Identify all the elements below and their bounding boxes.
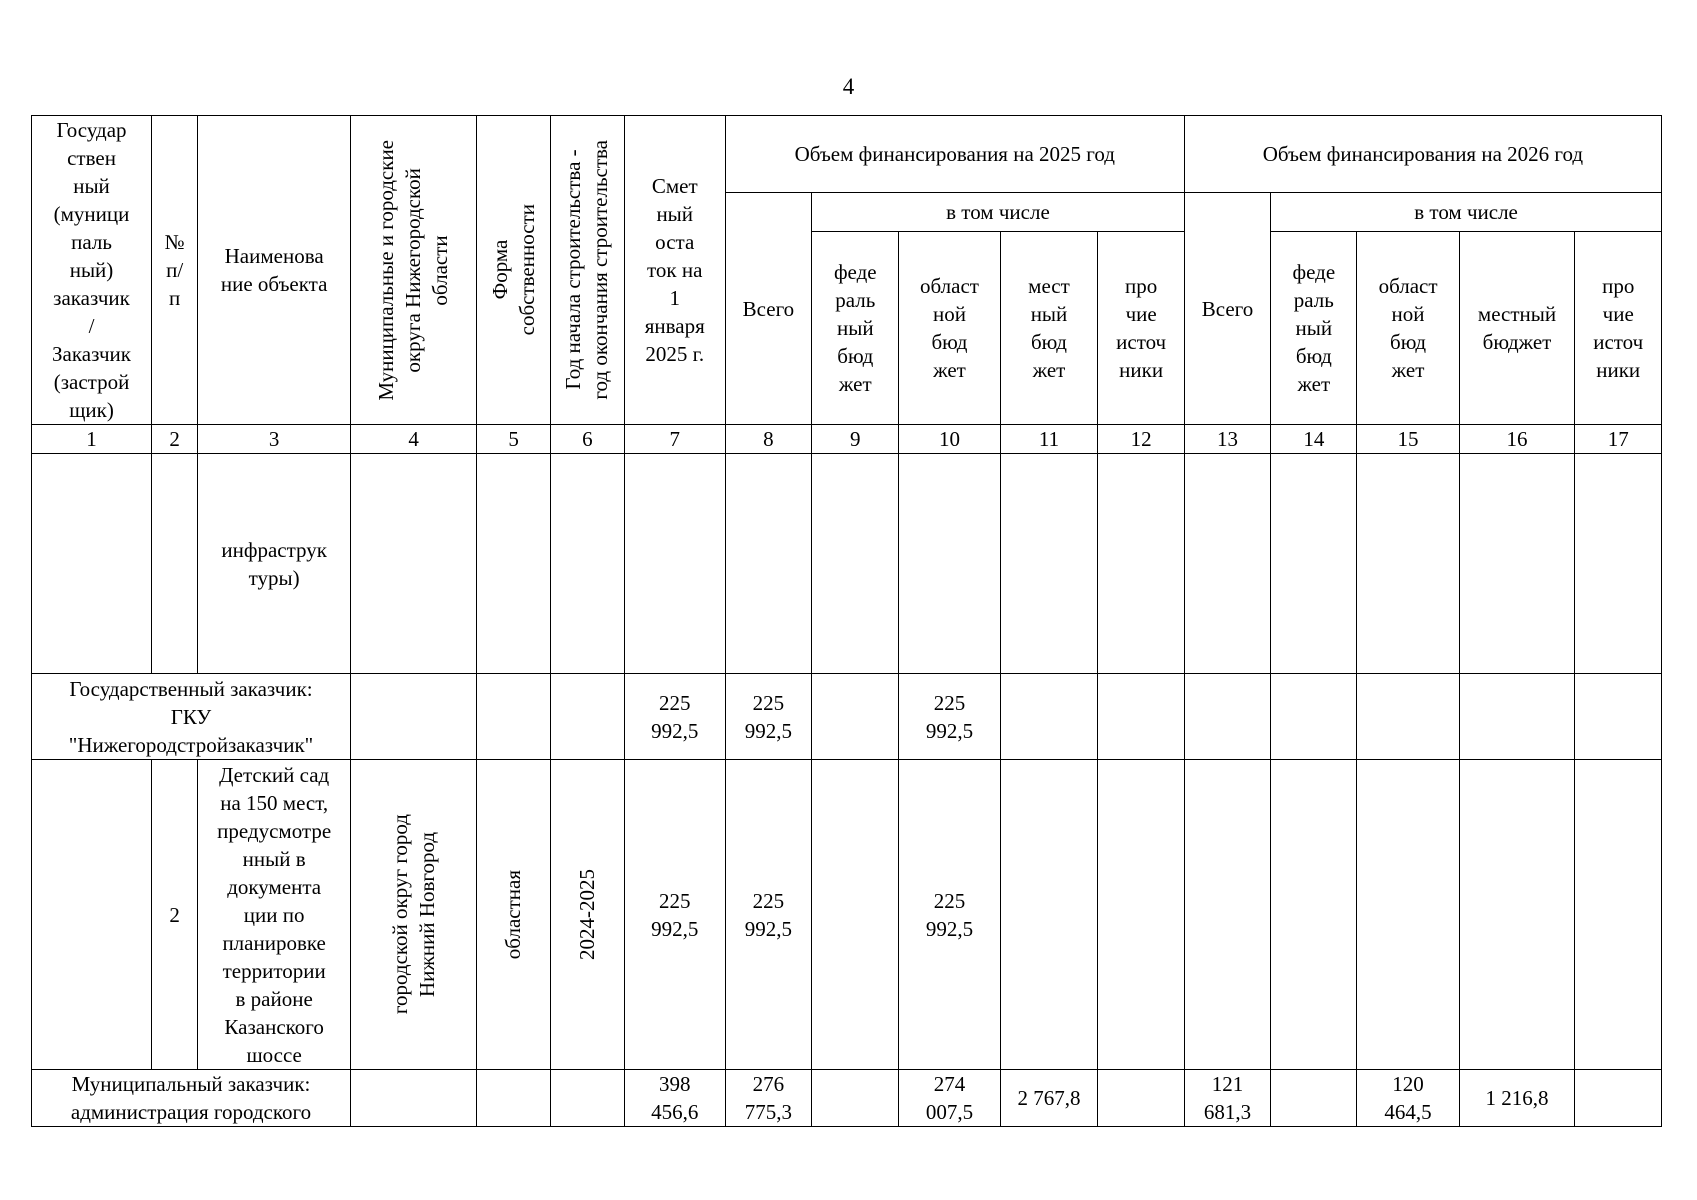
cell-empty: [551, 674, 625, 760]
cell-empty: [812, 760, 899, 1070]
table-row: [32, 674, 1662, 760]
cell-empty: [32, 760, 152, 1070]
cell-empty: [812, 1070, 899, 1127]
column-number: 7: [624, 425, 725, 454]
financing-table: [31, 115, 1662, 1127]
object-total-2025: 225 992,5: [725, 760, 811, 1070]
header-row: [32, 116, 1662, 193]
header-total-2026: Всего: [1184, 193, 1270, 425]
cell-empty: [725, 454, 811, 674]
mun-local-2025: 2 767,8: [1000, 1070, 1098, 1127]
header-including-2026: в том числе: [1271, 193, 1662, 232]
cell-empty: [1000, 674, 1098, 760]
column-number: 5: [477, 425, 551, 454]
object-district-text: городской округ город Нижний Новгород: [387, 814, 439, 1015]
column-number: 16: [1459, 425, 1575, 454]
cell-empty: [152, 454, 198, 674]
mun-customer-label: Муниципальный заказчик: администрация городского: [32, 1070, 351, 1127]
object-ownership: [477, 760, 551, 1070]
header-fin-2025: Объем финансирования на 2025 год: [725, 116, 1184, 193]
header-other-2025: про чие источ ники: [1098, 232, 1184, 425]
column-number: 1: [32, 425, 152, 454]
cell-empty: [1575, 1070, 1662, 1127]
mun-regional-2025: 274 007,5: [899, 1070, 1000, 1127]
cell-empty: [1098, 454, 1184, 674]
cell-empty: [1357, 454, 1459, 674]
column-number: 8: [725, 425, 811, 454]
header-ownership-text: Форма собственности: [487, 204, 539, 336]
column-number: 3: [198, 425, 351, 454]
mun-regional-2026: 120 464,5: [1357, 1070, 1459, 1127]
header-total-2025: Всего: [725, 193, 811, 425]
cell-empty: [477, 454, 551, 674]
cell-empty: [1184, 760, 1270, 1070]
cell-empty: [1575, 454, 1662, 674]
cell-empty: [1098, 760, 1184, 1070]
cell-empty: [1184, 674, 1270, 760]
header-federal-2025: феде раль ный бюд жет: [812, 232, 899, 425]
header-other-2026: про чие источ ники: [1575, 232, 1662, 425]
cell-empty: [1459, 454, 1575, 674]
cell-empty: [1098, 674, 1184, 760]
object-years-text: 2024-2025: [574, 869, 599, 960]
object-ownership-text: областная: [501, 869, 526, 960]
header-districts-text: Муниципальные и городские округа Нижегородской области: [374, 139, 453, 401]
object-district: [350, 760, 476, 1070]
column-number: 9: [812, 425, 899, 454]
header-local-2026: местный бюджет: [1459, 232, 1575, 425]
cell-empty: [1459, 760, 1575, 1070]
cell-empty: [477, 674, 551, 760]
header-years-text: Год начала строительства - год окончания строительства: [561, 140, 613, 400]
column-number: 13: [1184, 425, 1270, 454]
cell-empty: [1575, 760, 1662, 1070]
mun-total-2026: 121 681,3: [1184, 1070, 1270, 1127]
header-local-2025: мест ный бюд жет: [1000, 232, 1098, 425]
cell-empty: [350, 674, 476, 760]
cell-empty: [1271, 674, 1357, 760]
gov-total-2025: 225 992,5: [725, 674, 811, 760]
mun-total-2025: 276 775,3: [725, 1070, 811, 1127]
cell-empty: [477, 1070, 551, 1127]
mun-balance: 398 456,6: [624, 1070, 725, 1127]
column-number: 15: [1357, 425, 1459, 454]
header-number: № п/ п: [152, 116, 198, 425]
object-number: 2: [152, 760, 198, 1070]
cell-empty: [1357, 674, 1459, 760]
header-districts: [350, 116, 476, 425]
cell-empty: [1271, 454, 1357, 674]
object-name: Детский сад на 150 мест, предусмотре нный в документа ции по планировке территории в районе Казанского шоссе: [198, 760, 351, 1070]
table-row: [32, 760, 1662, 1070]
object-regional-2025: 225 992,5: [899, 760, 1000, 1070]
cell-empty: [350, 454, 476, 674]
column-number: 17: [1575, 425, 1662, 454]
cell-empty: [350, 1070, 476, 1127]
header-regional-2026: област ной бюд жет: [1357, 232, 1459, 425]
column-number: 4: [350, 425, 476, 454]
cell-empty: [1000, 760, 1098, 1070]
header-balance: Смет ный оста ток на 1 января 2025 г.: [624, 116, 725, 425]
continuation-name: инфраструк туры): [198, 454, 351, 674]
cell-empty: [1575, 674, 1662, 760]
cell-empty: [32, 454, 152, 674]
header-object-name: Наименова ние объекта: [198, 116, 351, 425]
gov-customer-label: Государственный заказчик: ГКУ "Нижегородстройзаказчик": [32, 674, 351, 760]
object-balance: 225 992,5: [624, 760, 725, 1070]
cell-empty: [1000, 454, 1098, 674]
cell-empty: [1184, 454, 1270, 674]
object-years: [551, 760, 625, 1070]
header-fin-2026: Объем финансирования на 2026 год: [1184, 116, 1661, 193]
cell-empty: [624, 454, 725, 674]
column-number: 10: [899, 425, 1000, 454]
gov-balance: 225 992,5: [624, 674, 725, 760]
column-number: 12: [1098, 425, 1184, 454]
cell-empty: [551, 1070, 625, 1127]
cell-empty: [1459, 674, 1575, 760]
cell-empty: [1357, 760, 1459, 1070]
cell-empty: [812, 674, 899, 760]
column-number: 6: [551, 425, 625, 454]
mun-local-2026: 1 216,8: [1459, 1070, 1575, 1127]
header-federal-2026: феде раль ный бюд жет: [1271, 232, 1357, 425]
column-number: 2: [152, 425, 198, 454]
table-row: [32, 454, 1662, 674]
header-years: [551, 116, 625, 425]
header-customer: Государ ствен ный (муници паль ный) заказчик / Заказчик (застрой щик): [32, 116, 152, 425]
cell-empty: [551, 454, 625, 674]
page-number: 4: [842, 74, 855, 99]
cell-empty: [1271, 760, 1357, 1070]
header-including-2025: в том числе: [812, 193, 1185, 232]
column-number: 11: [1000, 425, 1098, 454]
cell-empty: [1271, 1070, 1357, 1127]
header-regional-2025: област ной бюд жет: [899, 232, 1000, 425]
cell-empty: [1098, 1070, 1184, 1127]
table-row: [32, 1070, 1662, 1127]
header-ownership: [477, 116, 551, 425]
gov-regional-2025: 225 992,5: [899, 674, 1000, 760]
cell-empty: [812, 454, 899, 674]
column-numbers-row: [32, 425, 1662, 454]
cell-empty: [899, 454, 1000, 674]
column-number: 14: [1271, 425, 1357, 454]
